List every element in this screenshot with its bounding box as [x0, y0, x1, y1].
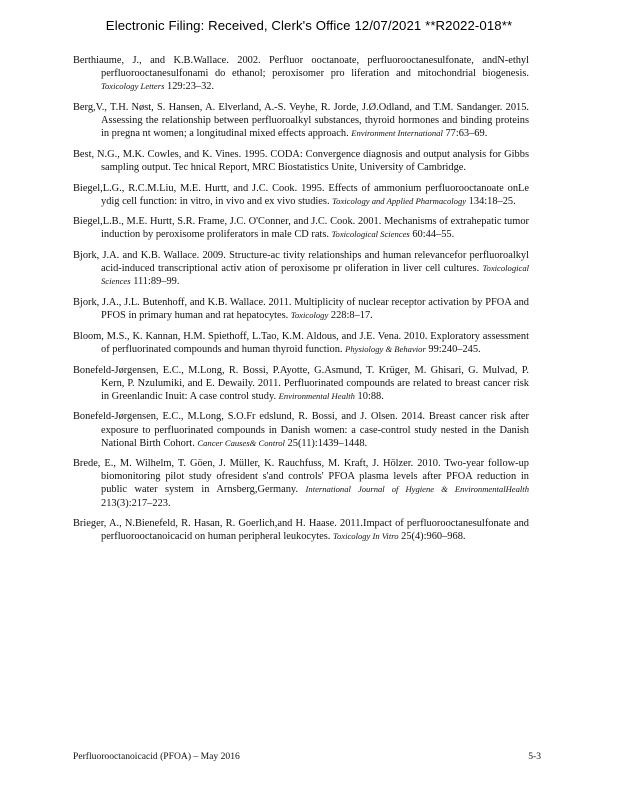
reference-citation: 111:89–99. — [130, 276, 180, 288]
footer-document-title: Perfluorooctanoicacid (PFOA) – May 2016 — [73, 751, 240, 762]
reference-text: Bjork, J.A. and K.B. Wallace. 2009. Structure-ac tivity relationships and human relevancefor perfluoroalkyl acid-induced transcriptional activ ation of peroxisome pr oliferation in liver cell cultures. — [73, 250, 529, 275]
reference-text: Berg,V., T.H. Nøst, S. Hansen, A. Elverland, A.-S. Veyhe, R. Jorde, J.Ø.Odland, and T.M. Sandanger. 2015. Assessing the relationship between perfluoroalkyl substances, thyroid hormones and binding proteins in pregna nt women; a longitudinal mixed effects approach. — [73, 101, 529, 140]
reference-text: Brede, E., M. Wilhelm, T. Göen, J. Müller, K. Rauchfuss, M. Kraft, J. Hölzer. 2010. Two-year follow-up biomonitoring pilot study ofresident s'and controls' PFOA plasma levels after PFOA reduction in public water system in Arnsberg,Germany. — [73, 458, 529, 496]
reference-journal: Toxicology and Applied Pharmacology — [332, 195, 467, 206]
reference-journal: International Journal of Hygiene & EnvironmentalHealth — [305, 484, 529, 495]
reference-journal: Toxicology Letters — [101, 81, 165, 92]
reference-list — [73, 54, 529, 551]
reference-entry — [73, 517, 529, 543]
reference-journal: Physiology & Behavior — [345, 343, 426, 354]
reference-text: Bloom, M.S., K. Kannan, H.M. Spiethoff, L.Tao, K.M. Aldous, and J.E. Vena. 2010. Exploratory assessment of perfluorinated compounds and human thyroid function. — [73, 330, 529, 355]
reference-citation: 99:240–245. — [425, 343, 481, 355]
reference-text: Biegel,L.B., M.E. Hurtt, S.R. Frame, J.C. O'Conner, and J.C. Cook. 2001. Mechanisms of extrahepatic tumor induction by peroxisome proliferators in male CD rats. — [73, 216, 529, 241]
reference-journal: Cancer Causes& Control — [197, 437, 285, 448]
reference-citation: 129:23–32. — [164, 81, 215, 93]
reference-entry — [73, 215, 529, 241]
page-footer — [73, 751, 541, 762]
reference-entry — [73, 296, 529, 322]
reference-citation: 77:63–69. — [442, 128, 488, 140]
reference-journal: Toxicological Sciences — [331, 229, 410, 240]
filing-header: Electronic Filing: Received, Clerk's Office 12/07/2021 **R2022-018** — [105, 18, 513, 33]
reference-entry — [73, 54, 529, 93]
reference-text: Best, N.G., M.K. Cowles, and K. Vines. 1995. CODA: Convergence diagnosis and output analysis for Gibbs sampling output. Tec hnical Report, MRC Biostatistics Unite, University of Cambridge. — [73, 148, 529, 173]
reference-entry — [73, 330, 529, 356]
reference-entry — [73, 249, 529, 288]
page-number: 5-3 — [528, 751, 541, 762]
reference-journal: Toxicological Sciences — [101, 263, 529, 287]
reference-entry — [73, 148, 529, 174]
reference-citation: 228:8–17. — [328, 310, 373, 322]
reference-text: Bonefeld-Jørgensen, E.C., M.Long, R. Bossi, P.Ayotte, G.Asmund, T. Krüger, M. Ghisari, G. Mulvad, P. Kern, P. Nzulumiki, and E. Dewaily. 2011. Perfluorinated compounds are related to breast cancer risk in Greenlandic Inuit: A case control study. — [73, 364, 529, 402]
reference-entry — [73, 182, 529, 208]
reference-citation: 25(11):1439–1448. — [284, 437, 368, 449]
reference-journal: Environmental Health — [278, 390, 355, 401]
reference-entry — [73, 364, 529, 403]
reference-journal: Toxicology — [290, 310, 329, 321]
reference-citation: 134:18–25. — [466, 195, 516, 207]
reference-text: Bjork, J.A., J.L. Butenhoff, and K.B. Wallace. 2011. Multiplicity of nuclear receptor activation by PFOA and PFOS in primary human and rat hepatocytes. — [73, 296, 529, 322]
reference-text: Brieger, A., N.Bienefeld, R. Hasan, R. Goerlich,and H. Haase. 2011.Impact of perfluorooctanesulfonate and perfluorooctanoicacid on human peripheral leukocytes. — [73, 518, 529, 543]
reference-journal: Environment International — [351, 128, 443, 139]
reference-citation: 25(4):960–968. — [398, 531, 466, 543]
reference-citation: 10:88. — [354, 390, 384, 402]
reference-text: Bonefeld-Jørgensen, E.C., M.Long, S.O.Fr edslund, R. Bossi, and J. Olsen. 2014. Breast cancer risk after exposure to perfluorinated compounds in Danish women: a case-control study nested in the Danish National Birth Cohort. — [73, 411, 529, 449]
reference-entry — [73, 410, 529, 449]
reference-journal: Toxicology In Vitro — [332, 531, 399, 542]
reference-text: Berthiaume, J., and K.B.Wallace. 2002. Perfluor ooctanoate, perfluorooctanesulfonate, andN-ethyl perfluorooctanesulfonami do ethanol; peroxisomer pro liferation and mitochondrial biogenesis. — [73, 55, 529, 80]
reference-entry — [73, 457, 529, 509]
reference-entry — [73, 101, 529, 140]
reference-citation: 213(3):217–223. — [101, 497, 171, 509]
reference-citation: 60:44–55. — [409, 229, 455, 241]
reference-text: Biegel,L.G., R.C.M.Liu, M.E. Hurtt, and J.C. Cook. 1995. Effects of ammonium perfluorooctanoate onLe ydig cell function: in vitro, in vivo and ex vivo studies. — [73, 182, 529, 207]
